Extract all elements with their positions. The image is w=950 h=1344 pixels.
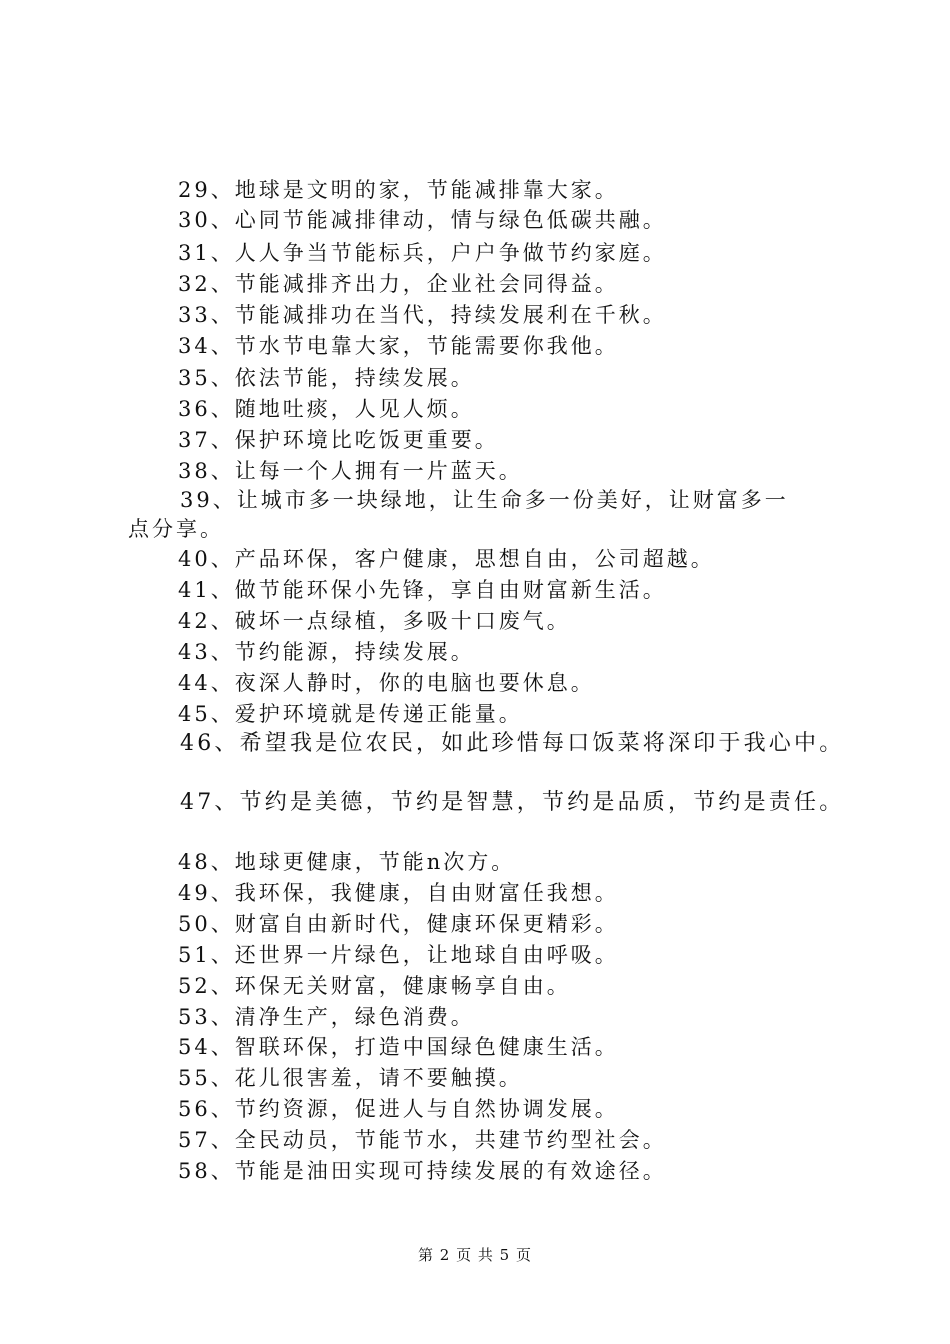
slogan-line-30: 30、心同节能减排律动，情与绿色低碳共融。 (178, 208, 667, 232)
slogan-line-58: 58、节能是油田实现可持续发展的有效途径。 (178, 1159, 667, 1183)
slogan-line-32: 32、节能减排齐出力，企业社会同得益。 (178, 272, 619, 296)
slogan-line-35: 35、依法节能，持续发展。 (178, 366, 475, 390)
slogan-line-40: 40、产品环保，客户健康，思想自由，公司超越。 (178, 547, 715, 571)
slogan-line-49: 49、我环保，我健康，自由财富任我想。 (178, 881, 619, 905)
slogan-line-33: 33、节能减排功在当代，持续发展利在千秋。 (178, 303, 667, 327)
slogan-line-34: 34、节水节电靠大家，节能需要你我他。 (178, 334, 619, 358)
slogan-line-52: 52、环保无关财富，健康畅享自由。 (178, 974, 571, 998)
slogan-line-45: 45、爱护环境就是传递正能量。 (178, 702, 523, 726)
page-number-footer: 第 2 页 共 5 页 (418, 1246, 532, 1264)
slogan-line-31: 31、人人争当节能标兵，户户争做节约家庭。 (178, 241, 667, 265)
slogan-line-41: 41、做节能环保小先锋，享自由财富新生活。 (178, 578, 667, 602)
slogan-line-46: 46、希望我是位农民，如此珍惜每口饭菜将深印于我心中。 (180, 731, 845, 756)
slogan-line-56: 56、节约资源，促进人与自然协调发展。 (178, 1097, 619, 1121)
slogan-line-37: 37、保护环境比吃饭更重要。 (178, 428, 499, 452)
slogan-line-57: 57、全民动员，节能节水，共建节约型社会。 (178, 1128, 667, 1152)
slogan-line-47: 47、节约是美德，节约是智慧，节约是品质，节约是责任。 (180, 790, 845, 815)
slogan-line-42: 42、破坏一点绿植，多吸十口废气。 (178, 609, 571, 633)
slogan-line-50: 50、财富自由新时代，健康环保更精彩。 (178, 912, 619, 936)
slogan-line-55: 55、花儿很害羞，请不要触摸。 (178, 1066, 523, 1090)
slogan-line-39: 39、让城市多一块绿地，让生命多一份美好，让财富多一 (180, 488, 789, 512)
slogan-line-51: 51、还世界一片绿色，让地球自由呼吸。 (178, 943, 619, 967)
slogan-line-39-continued: 点分享。 (128, 517, 224, 541)
slogan-line-38: 38、让每一个人拥有一片蓝天。 (178, 459, 523, 483)
slogan-line-36: 36、随地吐痰，人见人烦。 (178, 397, 475, 421)
slogan-line-54: 54、智联环保，打造中国绿色健康生活。 (178, 1035, 619, 1059)
slogan-line-53: 53、清净生产，绿色消费。 (178, 1005, 475, 1029)
slogan-line-48: 48、地球更健康，节能n次方。 (178, 850, 516, 874)
slogan-line-44: 44、夜深人静时，你的电脑也要休息。 (178, 671, 595, 695)
slogan-line-29: 29、地球是文明的家，节能减排靠大家。 (178, 178, 619, 202)
slogan-line-43: 43、节约能源，持续发展。 (178, 640, 475, 664)
